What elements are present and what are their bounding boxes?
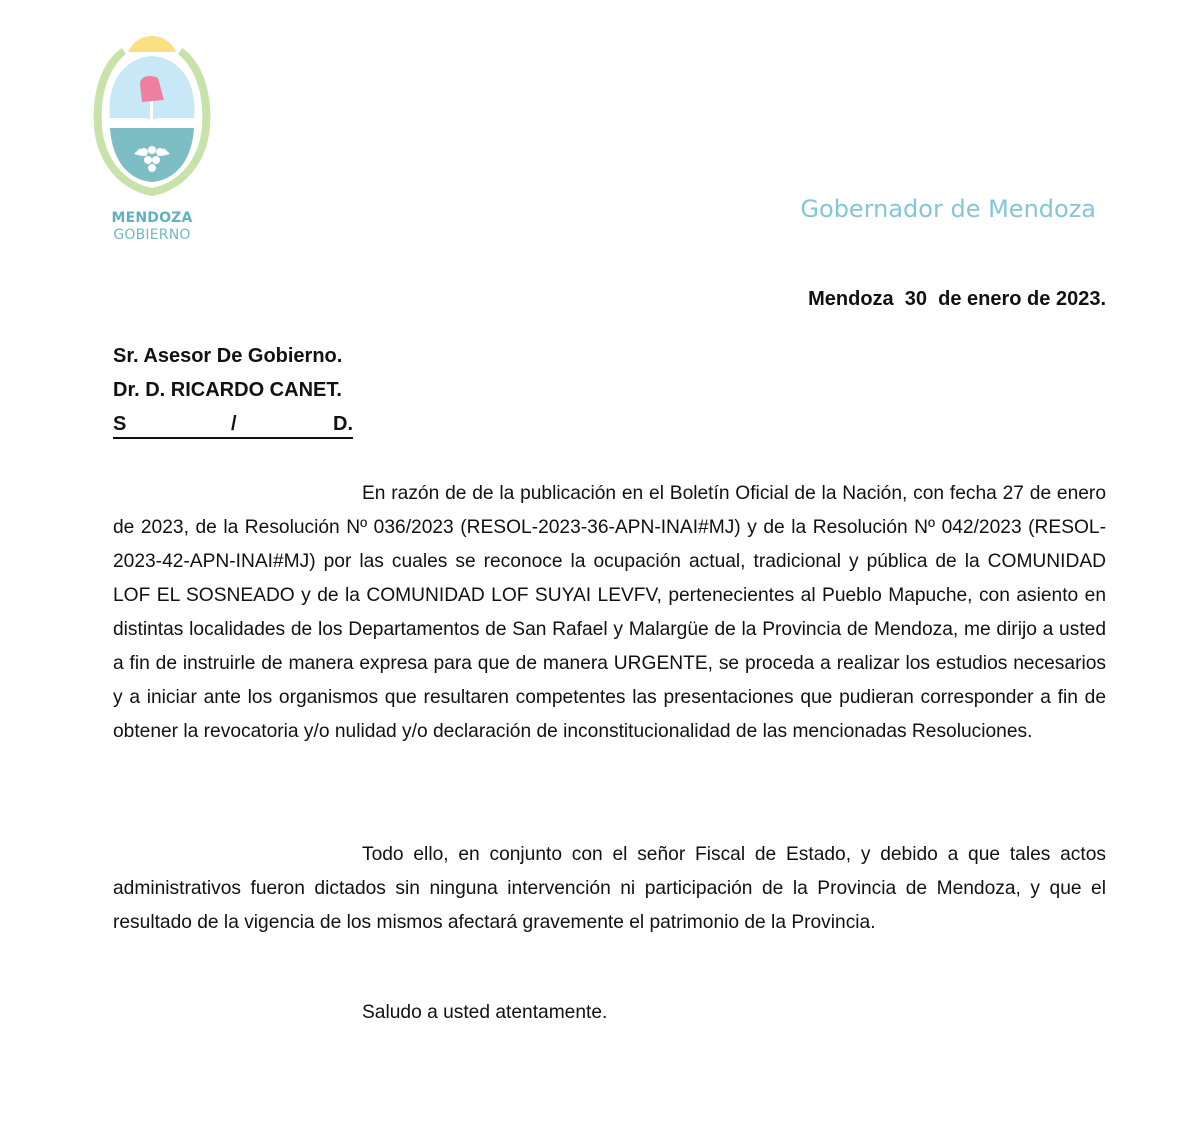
date-line: Mendoza 30 de enero de 2023.	[808, 288, 1106, 310]
body-paragraph-2: Todo ello, en conjunto con el señor Fiscal de Estado, y debido a que tales actos administrativos fueron dictados sin ninguna intervención ni participación de la Provincia de Mendoza, y que el resultado de la vigencia de los mismos afectará gravemente el patrimonio de la Provincia.	[113, 844, 1106, 933]
sd-d: D.	[333, 413, 353, 435]
sun-shape	[128, 36, 176, 52]
salutation-sd	[113, 413, 353, 439]
sd-s: S	[113, 413, 127, 435]
mendoza-gobierno-logo	[88, 30, 216, 248]
addressee-name: Dr. D. RICARDO CANET.	[113, 379, 342, 401]
closing-line: Saludo a usted atentamente.	[362, 1002, 608, 1023]
body-paragraph-1: En razón de de la publicación en el Boletín Oficial de la Nación, con fecha 27 de enero de 2023, de la Resolución Nº 036/2023 (RESOL-2023-36-APN-INAI#MJ) y de la Resolución Nº 042/2023 (RESOL-2023-42-APN-INAI#MJ) por las cuales se reconoce la ocupación actual, tradicional y pública de la COMUNIDAD LOF EL SOSNEADO y de la COMUNIDAD LOF SUYAI LEVFV, pertenecientes al Pueblo Mapuche, con asiento en distintas localidades de los Departamentos de San Rafael y Malargüe de la Provincia de Mendoza, me dirijo a usted a fin de instruirle de manera expresa para que de manera URGENTE, se proceda a realizar los estudios necesarios y a iniciar ante los organismos que resultaren competentes las presentaciones que pudieran corresponder a fin de obtener la revocatoria y/o nulidad y/o declaración de inconstitucionalidad de las mencionadas Resoluciones.	[113, 483, 1106, 742]
header-title: Gobernador de Mendoza	[800, 195, 1096, 223]
coat-of-arms-icon	[88, 30, 216, 210]
addressee-title: Sr. Asesor De Gobierno.	[113, 345, 343, 367]
logo-text-gobierno: GOBIERNO	[113, 227, 191, 243]
logo-text-mendoza: MENDOZA	[111, 210, 193, 226]
sd-slash: /	[231, 413, 237, 435]
